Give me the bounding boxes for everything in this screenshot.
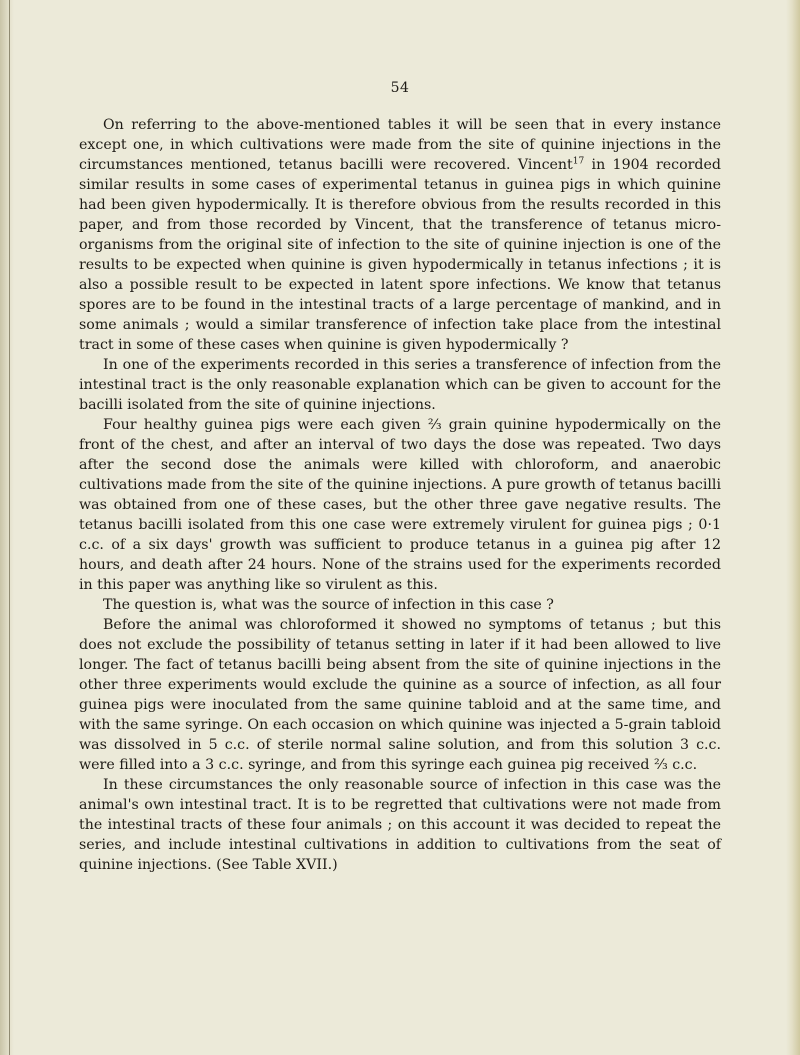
body-text: [79, 115, 721, 875]
page-number: 54: [390, 80, 410, 96]
paragraph-1: On referring to the above-mentioned tables it will be seen that in every instance except one, in which cultivations were made from the site of quinine injections in the circumstances mentioned, tetanus bacilli were recovered. Vincent$^{17}$ in 1904 recorded similar results in some cases of experimental tetanus in guinea pigs in which quinine had been given hypodermically. It is therefore obvious from the results recorded in this paper, and from those recorded by Vincent, that the transference of tetanus micro-organisms from the original site of infection to the site of quinine injection is one of the results to be expected when quinine is given hypodermically in tetanus infections ; it is also a possible result to be expected in latent spore infections. We know that tetanus spores are to be found in the intestinal tracts of a large percentage of mankind, and in some animals ; would a similar transference of infection take place from the intestinal tract in some of these cases when quinine is given hypodermically ?: [79, 117, 721, 353]
paragraph-3: Four healthy guinea pigs were each given ⅔ grain quinine hypodermically on the front of the chest, and after an interval of two days the dose was repeated. Two days after the second dose the animals were killed with chloroform, and anaerobic cultivations made from the site of the quinine injections. A pure growth of tetanus bacilli was obtained from one of these cases, but the other three gave negative results. The tetanus bacilli isolated from this one case were extremely virulent for guinea pigs ; 0·1 c.c. of a six days' growth was sufficient to produce tetanus in a guinea pig after 12 hours, and death after 24 hours. None of the strains used for the experiments recorded in this paper was anything like so virulent as this.: [79, 417, 721, 593]
paragraph-6: In these circumstances the only reasonable source of infection in this case was the animal's own intestinal tract. It is to be regretted that cultivations were not made from the intestinal tracts of these four animals ; on this account it was decided to repeat the series, and include intestinal cultivations in addition to cultivations from the seat of quinine injections. (See Table XVII.): [79, 777, 721, 873]
page-edge-right: [786, 0, 800, 1055]
paragraph-5: Before the animal was chloroformed it showed no symptoms of tetanus ; but this does not exclude the possibility of tetanus setting in later if it had been allowed to live longer. The fact of tetanus bacilli being absent from the site of quinine injections in the other three experiments would exclude the quinine as a source of infection, as all four guinea pigs were inoculated from the same quinine tabloid and at the same time, and with the same syringe. On each occasion on which quinine was injected a 5-grain tabloid was dissolved in 5 c.c. of sterile normal saline solution, and from this solution 3 c.c. were filled into a 3 c.c. syringe, and from this syringe each guinea pig received ⅔ c.c.: [79, 617, 721, 773]
paragraph-4: The question is, what was the source of infection in this case ?: [103, 597, 554, 613]
paragraph-2: In one of the experiments recorded in this series a transference of infection from the intestinal tract is the only reasonable explanation which can be given to account for the bacilli isolated from the site of quinine injections.: [79, 357, 721, 413]
binding-line: [9, 0, 10, 1055]
footnote-ref-17: 17: [572, 156, 585, 167]
page-edge-left: [0, 0, 14, 1055]
